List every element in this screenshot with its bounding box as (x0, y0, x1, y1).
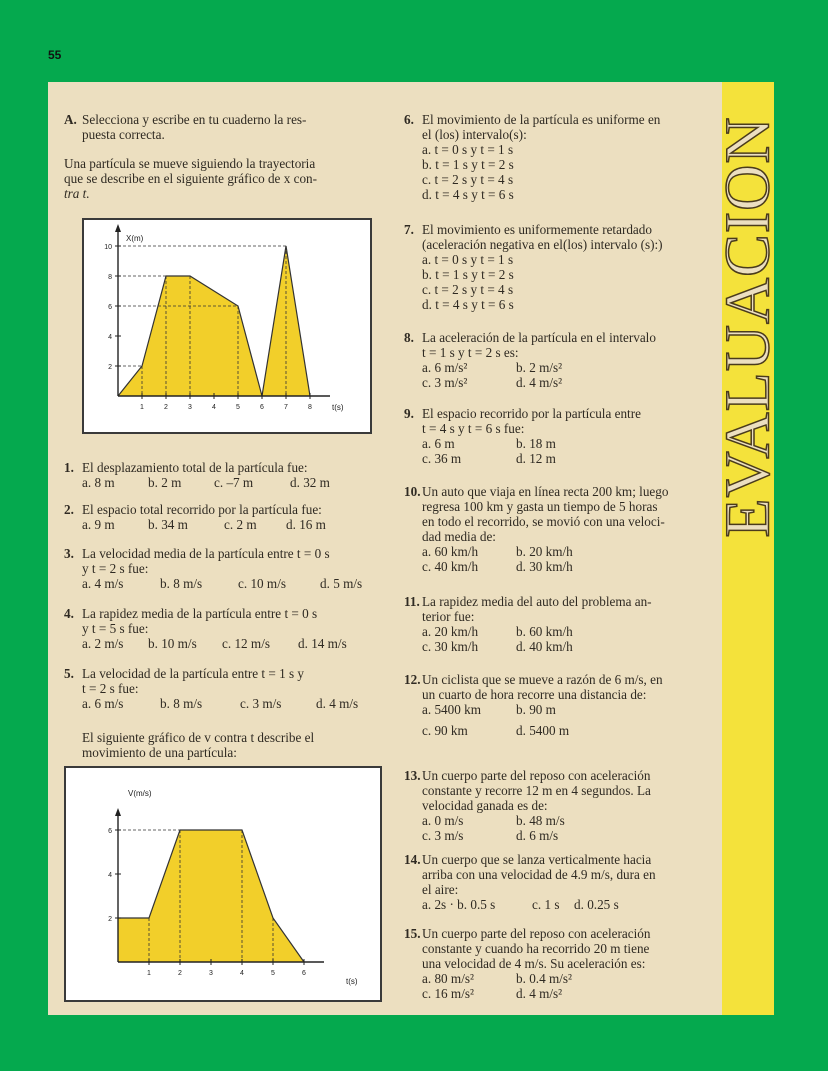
q12-line-2: un cuarto de hora recorre una distancia de: (422, 687, 647, 702)
q15-option-b: b. 0.4 m/s² (516, 971, 572, 986)
chart1-x-tick-label: 1 (140, 404, 144, 411)
q9-option-a: a. 6 m (422, 436, 455, 451)
q13-option-a: a. 0 m/s (422, 813, 464, 828)
question-1 (64, 460, 382, 490)
position-time-plot (84, 220, 370, 432)
q3-number: 3. (64, 546, 74, 561)
q10-line-3: en todo el recorrido, se movió con una veloci- (422, 514, 665, 529)
q13-line-3: velocidad ganada es de: (422, 798, 548, 813)
q1-text: El desplazamiento total de la partícula fue: (82, 460, 308, 475)
chart2-y-arrow (115, 808, 121, 816)
q15-option-d: d. 4 m/s² (516, 986, 563, 1001)
q12-number: 12. (404, 672, 421, 687)
chart1-y-arrow (115, 224, 121, 232)
q7-option-c: c. t = 2 s y t = 4 s (422, 282, 514, 297)
q3-line-1: La velocidad media de la partícula entre t = 0 s (82, 546, 330, 561)
q5-line-1: La velocidad de la partícula entre t = 1 s y (82, 666, 305, 681)
q8-option-d: d. 4 m/s² (516, 375, 563, 390)
q11-line-1: La rapidez media del auto del problema an- (422, 594, 652, 609)
instruction-line-1: Selecciona y escribe en tu cuaderno la res- (82, 112, 307, 127)
q11-option-a: a. 20 km/h (422, 624, 479, 639)
q7-option-a: a. t = 0 s y t = 1 s (422, 252, 514, 267)
q8-option-a: a. 6 m/s² (422, 360, 468, 375)
q10-option-c: c. 40 km/h (422, 559, 479, 574)
chart1-x-tick-label: 3 (188, 404, 192, 411)
q6-line-2: el (los) intervalo(s): (422, 127, 527, 142)
chart2-content (108, 808, 324, 977)
q7-option-b: b. t = 1 s y t = 2 s (422, 267, 514, 282)
chart2-x-tick-label: 4 (240, 970, 244, 977)
q15-line-2: constante y cuando ha recorrido 20 m tiene (422, 941, 650, 956)
q1-option-b: b. 2 m (148, 475, 182, 490)
q8-option-c: c. 3 m/s² (422, 375, 468, 390)
q15-option-a: a. 80 m/s² (422, 971, 474, 986)
q14-line-1: Un cuerpo que se lanza verticalmente hacia (422, 852, 652, 867)
q7-number: 7. (404, 222, 414, 237)
question-2 (64, 502, 382, 532)
q5-option-d: d. 4 m/s (316, 696, 359, 711)
question-9 (404, 406, 716, 466)
chart2-y-tick-label: 6 (108, 828, 112, 835)
chart1-content (104, 224, 330, 411)
chart1-x-tick-label: 2 (164, 404, 168, 411)
q9-option-b: b. 18 m (516, 436, 556, 451)
chart1-x-tick-label: 7 (284, 404, 288, 411)
q4-option-a: a. 2 m/s (82, 636, 124, 651)
q5-number: 5. (64, 666, 74, 681)
chart2-area (118, 830, 304, 962)
q12-option-c: c. 90 km (422, 723, 468, 738)
q12-line-1: Un ciclista que se mueve a razón de 6 m/s, en (422, 672, 663, 687)
q6-option-b: b. t = 1 s y t = 2 s (422, 157, 514, 172)
chart2-x-tick-label: 2 (178, 970, 182, 977)
chart1-x-tick-label: 8 (308, 404, 312, 411)
chart1-xlabel: t(s) (332, 403, 344, 412)
q11-number: 11. (404, 594, 420, 609)
question-3 (64, 546, 382, 591)
question-10 (404, 484, 716, 574)
evaluation-band (712, 82, 783, 1015)
q3-option-b: b. 8 m/s (160, 576, 203, 591)
q15-line-1: Un cuerpo parte del reposo con aceleración (422, 926, 651, 941)
q14-option-d: d. 0.25 s (574, 897, 619, 912)
chart2-x-tick-label: 5 (271, 970, 275, 977)
chart2-ylabel: V(m/s) (128, 789, 152, 798)
page-number: 55 (48, 48, 62, 62)
section-a-intro (64, 156, 382, 201)
velocity-time-plot (66, 768, 380, 1000)
q3-option-a: a. 4 m/s (82, 576, 124, 591)
q8-number: 8. (404, 330, 414, 345)
q10-line-4: dad media de: (422, 529, 496, 544)
graph2-intro (82, 730, 382, 760)
question-8 (404, 330, 716, 390)
q5-option-c: c. 3 m/s (240, 696, 282, 711)
chart1-y-tick-label: 4 (108, 334, 112, 341)
q10-line-2: regresa 100 km y gasta un tiempo de 5 horas (422, 499, 658, 514)
q9-option-d: d. 12 m (516, 451, 556, 466)
q7-option-d: d. t = 4 s y t = 6 s (422, 297, 514, 312)
q6-option-c: c. t = 2 s y t = 4 s (422, 172, 514, 187)
q15-option-c: c. 16 m/s² (422, 986, 474, 1001)
q6-option-a: a. t = 0 s y t = 1 s (422, 142, 514, 157)
q10-option-b: b. 20 km/h (516, 544, 573, 559)
q14-option-c: c. 1 s (532, 897, 560, 912)
q7-line-2: (aceleración negativa en el(los) intervalo (s):) (422, 237, 663, 252)
q13-option-d: d. 6 m/s (516, 828, 559, 843)
q15-number: 15. (404, 926, 421, 941)
section-letter: A. (64, 112, 77, 127)
chart1-ylabel: X(m) (126, 234, 144, 243)
q2-option-d: d. 16 m (286, 517, 326, 532)
question-13 (404, 768, 716, 843)
q14-option-ab: a. 2s · b. 0.5 s (422, 897, 496, 912)
q8-option-b: b. 2 m/s² (516, 360, 563, 375)
q4-number: 4. (64, 606, 74, 621)
question-12 (404, 672, 716, 738)
chart1-y-tick-label: 2 (108, 364, 112, 371)
q5-option-b: b. 8 m/s (160, 696, 203, 711)
section-a-instruction (64, 112, 382, 142)
chart2-xlabel: t(s) (346, 977, 358, 986)
q9-number: 9. (404, 406, 414, 421)
q1-option-d: d. 32 m (290, 475, 330, 490)
q10-option-d: d. 30 km/h (516, 559, 573, 574)
q6-number: 6. (404, 112, 414, 127)
question-6 (404, 112, 716, 202)
chart1-x-tick-label: 4 (212, 404, 216, 411)
q2-option-b: b. 34 m (148, 517, 188, 532)
chart1-x-tick-label: 6 (260, 404, 264, 411)
graph2-intro-line-1: El siguiente gráfico de v contra t describe el (82, 730, 315, 745)
q8-line-1: La aceleración de la partícula en el intervalo (422, 330, 656, 345)
q14-number: 14. (404, 852, 421, 867)
q1-option-a: a. 8 m (82, 475, 115, 490)
q13-number: 13. (404, 768, 421, 783)
q10-number: 10. (404, 484, 421, 499)
band-title-wrapper (712, 92, 783, 562)
band-title: EVALUACION (712, 116, 783, 538)
q11-option-c: c. 30 km/h (422, 639, 479, 654)
q4-line-2: y t = 5 s fue: (82, 621, 149, 636)
q13-line-2: constante y recorre 12 m en 4 segundos. La (422, 783, 651, 798)
q10-option-a: a. 60 km/h (422, 544, 479, 559)
q2-option-a: a. 9 m (82, 517, 115, 532)
chart1-y-tick-label: 8 (108, 274, 112, 281)
intro-line-3: tra t. (64, 186, 90, 201)
instruction-line-2: puesta correcta. (82, 127, 165, 142)
q1-option-c: c. –7 m (214, 475, 254, 490)
q2-text: El espacio total recorrido por la partícula fue: (82, 502, 322, 517)
q6-option-d: d. t = 4 s y t = 6 s (422, 187, 514, 202)
chart1-area (118, 246, 310, 396)
q11-option-b: b. 60 km/h (516, 624, 573, 639)
q4-line-1: La rapidez media de la partícula entre t = 0 s (82, 606, 318, 621)
q13-option-b: b. 48 m/s (516, 813, 565, 828)
velocity-time-chart (64, 766, 382, 1002)
workbook-page (48, 82, 783, 1015)
intro-line-1: Una partícula se mueve siguiendo la trayectoria (64, 156, 316, 171)
q10-line-1: Un auto que viaja en línea recta 200 km; luego (422, 484, 669, 499)
q2-option-c: c. 2 m (224, 517, 257, 532)
q4-option-d: d. 14 m/s (298, 636, 347, 651)
q9-line-2: t = 4 s y t = 6 s fue: (422, 421, 525, 436)
q5-option-a: a. 6 m/s (82, 696, 124, 711)
q2-number: 2. (64, 502, 74, 517)
q9-line-1: El espacio recorrido por la partícula entre (422, 406, 641, 421)
q3-option-c: c. 10 m/s (238, 576, 286, 591)
q4-option-c: c. 12 m/s (222, 636, 270, 651)
question-14 (404, 852, 716, 912)
q5-line-2: t = 2 s fue: (82, 681, 139, 696)
question-5 (64, 666, 382, 711)
question-7 (404, 222, 716, 312)
q12-option-a: a. 5400 km (422, 702, 481, 717)
q7-line-1: El movimiento es uniformemente retardado (422, 222, 652, 237)
q12-option-b: b. 90 m (516, 702, 556, 717)
chart2-y-tick-label: 2 (108, 916, 112, 923)
q3-option-d: d. 5 m/s (320, 576, 363, 591)
q15-line-3: una velocidad de 4 m/s. Su aceleración es: (422, 956, 646, 971)
q14-line-2: arriba con una velocidad de 4.9 m/s, dura en (422, 867, 656, 882)
q13-option-c: c. 3 m/s (422, 828, 464, 843)
q6-line-1: El movimiento de la partícula es uniforme en (422, 112, 661, 127)
question-15 (404, 926, 716, 1001)
question-11 (404, 594, 716, 654)
q4-option-b: b. 10 m/s (148, 636, 197, 651)
chart2-x-tick-label: 6 (302, 970, 306, 977)
q3-line-2: y t = 2 s fue: (82, 561, 149, 576)
chart2-x-tick-label: 3 (209, 970, 213, 977)
q9-option-c: c. 36 m (422, 451, 462, 466)
q11-option-d: d. 40 km/h (516, 639, 573, 654)
graph2-intro-line-2: movimiento de una partícula: (82, 745, 237, 760)
chart2-y-tick-label: 4 (108, 872, 112, 879)
chart1-y-tick-label: 6 (108, 304, 112, 311)
position-time-chart (82, 218, 372, 434)
q11-line-2: terior fue: (422, 609, 475, 624)
chart2-x-tick-label: 1 (147, 970, 151, 977)
q8-line-2: t = 1 s y t = 2 s es: (422, 345, 519, 360)
q12-option-d: d. 5400 m (516, 723, 570, 738)
chart1-y-tick-label: 10 (104, 244, 112, 251)
q1-number: 1. (64, 460, 74, 475)
question-4 (64, 606, 382, 651)
chart1-x-tick-label: 5 (236, 404, 240, 411)
intro-line-2: que se describe en el siguiente gráfico de x con- (64, 171, 318, 186)
q13-line-1: Un cuerpo parte del reposo con aceleración (422, 768, 651, 783)
q14-line-3: el aire: (422, 882, 459, 897)
